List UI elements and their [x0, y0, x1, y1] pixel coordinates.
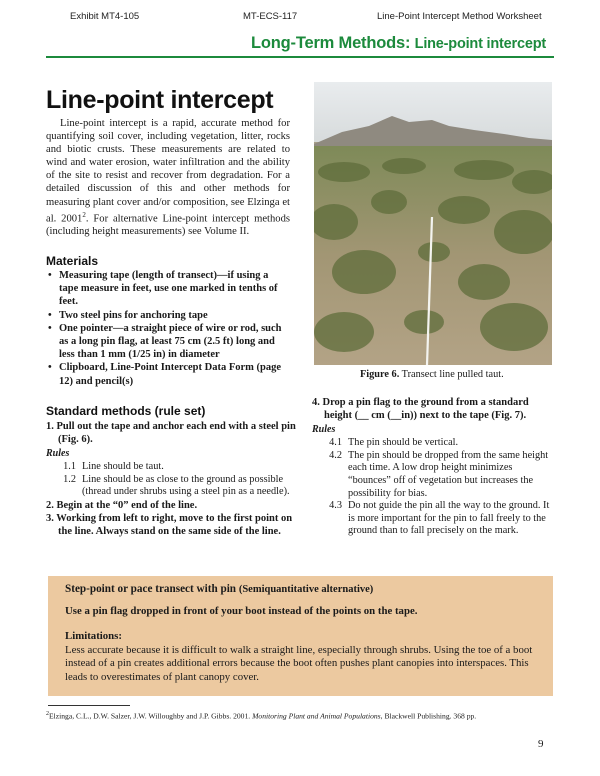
step-1: 1. Pull out the tape and anchor each end with a steel pin (Fig. 6). — [46, 421, 296, 446]
materials-item: • Measuring tape (length of transect)—if using a tape measure in feet, use one marked in tenths of feet. — [46, 269, 290, 309]
box-title-main: Step-point or pace transect with pin — [65, 583, 237, 595]
footnote-book: Monitoring Plant and Animal Populations — [252, 711, 381, 721]
intro-paragraph — [46, 117, 290, 238]
rule-item — [312, 450, 554, 500]
footnote-publisher: , Blackwell Publishing. 368 pp. — [380, 711, 477, 721]
footnote-number: 2 — [46, 711, 49, 717]
materials-list — [46, 269, 290, 388]
step-3: 3. Working from left to right, move to the first point on the line. Always stand on the same side of the line. — [46, 513, 293, 538]
materials-item: • One pointer—a straight piece of wire or rod, such as a long pin flag, at least 75 cm (2.5 ft) long and less than 1 mm (1/25 in) in diameter — [46, 322, 290, 362]
section-main: Long-Term Methods: — [251, 34, 411, 52]
section-sub: Line-point intercept — [414, 36, 546, 52]
intro-text-a: Line-point intercept is a rapid, accurate method for quantifying soil cover, including vegetation, litter, rocks and biotic crusts. These measurements are related to wind and water erosion, water infiltration and the ability of the site to resist and recover from degradation. For a detailed discussion of this and other methods for measuring plant cover and/or composition, see Elzinga et al. 2001 — [46, 118, 290, 225]
rule-text: Line should be as close to the ground as possible (thread under shrubs using a steel pin as a needle). — [82, 473, 290, 498]
page-title: Line-point intercept — [46, 86, 274, 114]
footnote — [46, 711, 476, 721]
intro-footnote-ref: 2 — [82, 210, 86, 219]
rules-label: Rules — [46, 448, 70, 460]
rule-number: 4.3 — [329, 500, 342, 512]
rule-item — [312, 500, 554, 538]
header-doc-id: MT-ECS-117 — [243, 11, 298, 22]
rule-number: 4.2 — [329, 449, 342, 461]
transect-photo — [314, 82, 552, 365]
steps-left — [46, 420, 296, 538]
rule-text: Do not guide the pin all the way to the ground. It is more important for the pin to fall freely to the ground than to fall precisely on the mark. — [348, 500, 550, 537]
box-instruction: Use a pin flag dropped in front of your boot instead of the points on the tape. — [65, 604, 418, 617]
rule-text: Line should be taut. — [82, 461, 164, 473]
box-title-alt: (Semiquantitative alternative) — [238, 584, 374, 595]
figure-caption — [360, 369, 504, 380]
section-title — [251, 34, 546, 53]
rule-text: The pin should be vertical. — [348, 437, 459, 449]
standard-methods-heading: Standard methods (rule set) — [46, 404, 206, 418]
rules-label: Rules — [312, 424, 336, 436]
limitations-text: Less accurate because it is difficult to walk a straight line, especially through shrubs. Using the toe of a boot instead of a pin creates additional errors because the boot often pushes plant canopies into interspaces. This leads to overestimates of plant canopy cover. — [65, 643, 533, 683]
header-doc-title: Line-Point Intercept Method Worksheet — [377, 11, 542, 22]
rule-number: 1.1 — [63, 461, 76, 473]
rule-number: 4.1 — [329, 437, 342, 449]
figure-label: Figure 6. — [360, 369, 400, 380]
rule-item — [312, 437, 554, 450]
step-2: 2. Begin at the “0” end of the line. — [46, 500, 198, 512]
box-title — [65, 583, 536, 597]
transect-photo-art — [314, 82, 552, 365]
alternative-method-box — [48, 576, 553, 696]
footnote-authors: Elzinga, C.L., D.W. Salzer, J.W. Willoughby and J.P. Gibbs. 2001. — [49, 711, 251, 721]
page-number: 9 — [538, 738, 544, 750]
rule-item — [46, 461, 296, 474]
materials-heading: Materials — [46, 254, 99, 268]
step-4: 4. Drop a pin flag to the ground from a standard height (__ cm (__in)) next to the tape (Fig. 7). — [312, 397, 529, 422]
materials-item: • Two steel pins for anchoring tape — [46, 309, 290, 322]
steps-right — [312, 396, 554, 538]
rule-text: The pin should be dropped from the same height each time. A low drop height minimizes “bounces” off of vegetation but increases the possibility for bias. — [348, 449, 549, 499]
header-exhibit: Exhibit MT4-105 — [70, 11, 140, 22]
figure-caption-text: Transect line pulled taut. — [401, 369, 504, 380]
rule-item — [46, 474, 296, 499]
rule-number: 1.2 — [63, 473, 76, 485]
footnote-rule — [48, 705, 130, 706]
materials-item: • Clipboard, Line-Point Intercept Data Form (page 12) and pencil(s) — [46, 361, 290, 387]
section-rule — [46, 56, 554, 58]
intro-text-b: . For alternative Line-point intercept methods (including height measurements) see Volume II. — [46, 213, 290, 238]
limitations-label: Limitations: — [65, 630, 122, 643]
